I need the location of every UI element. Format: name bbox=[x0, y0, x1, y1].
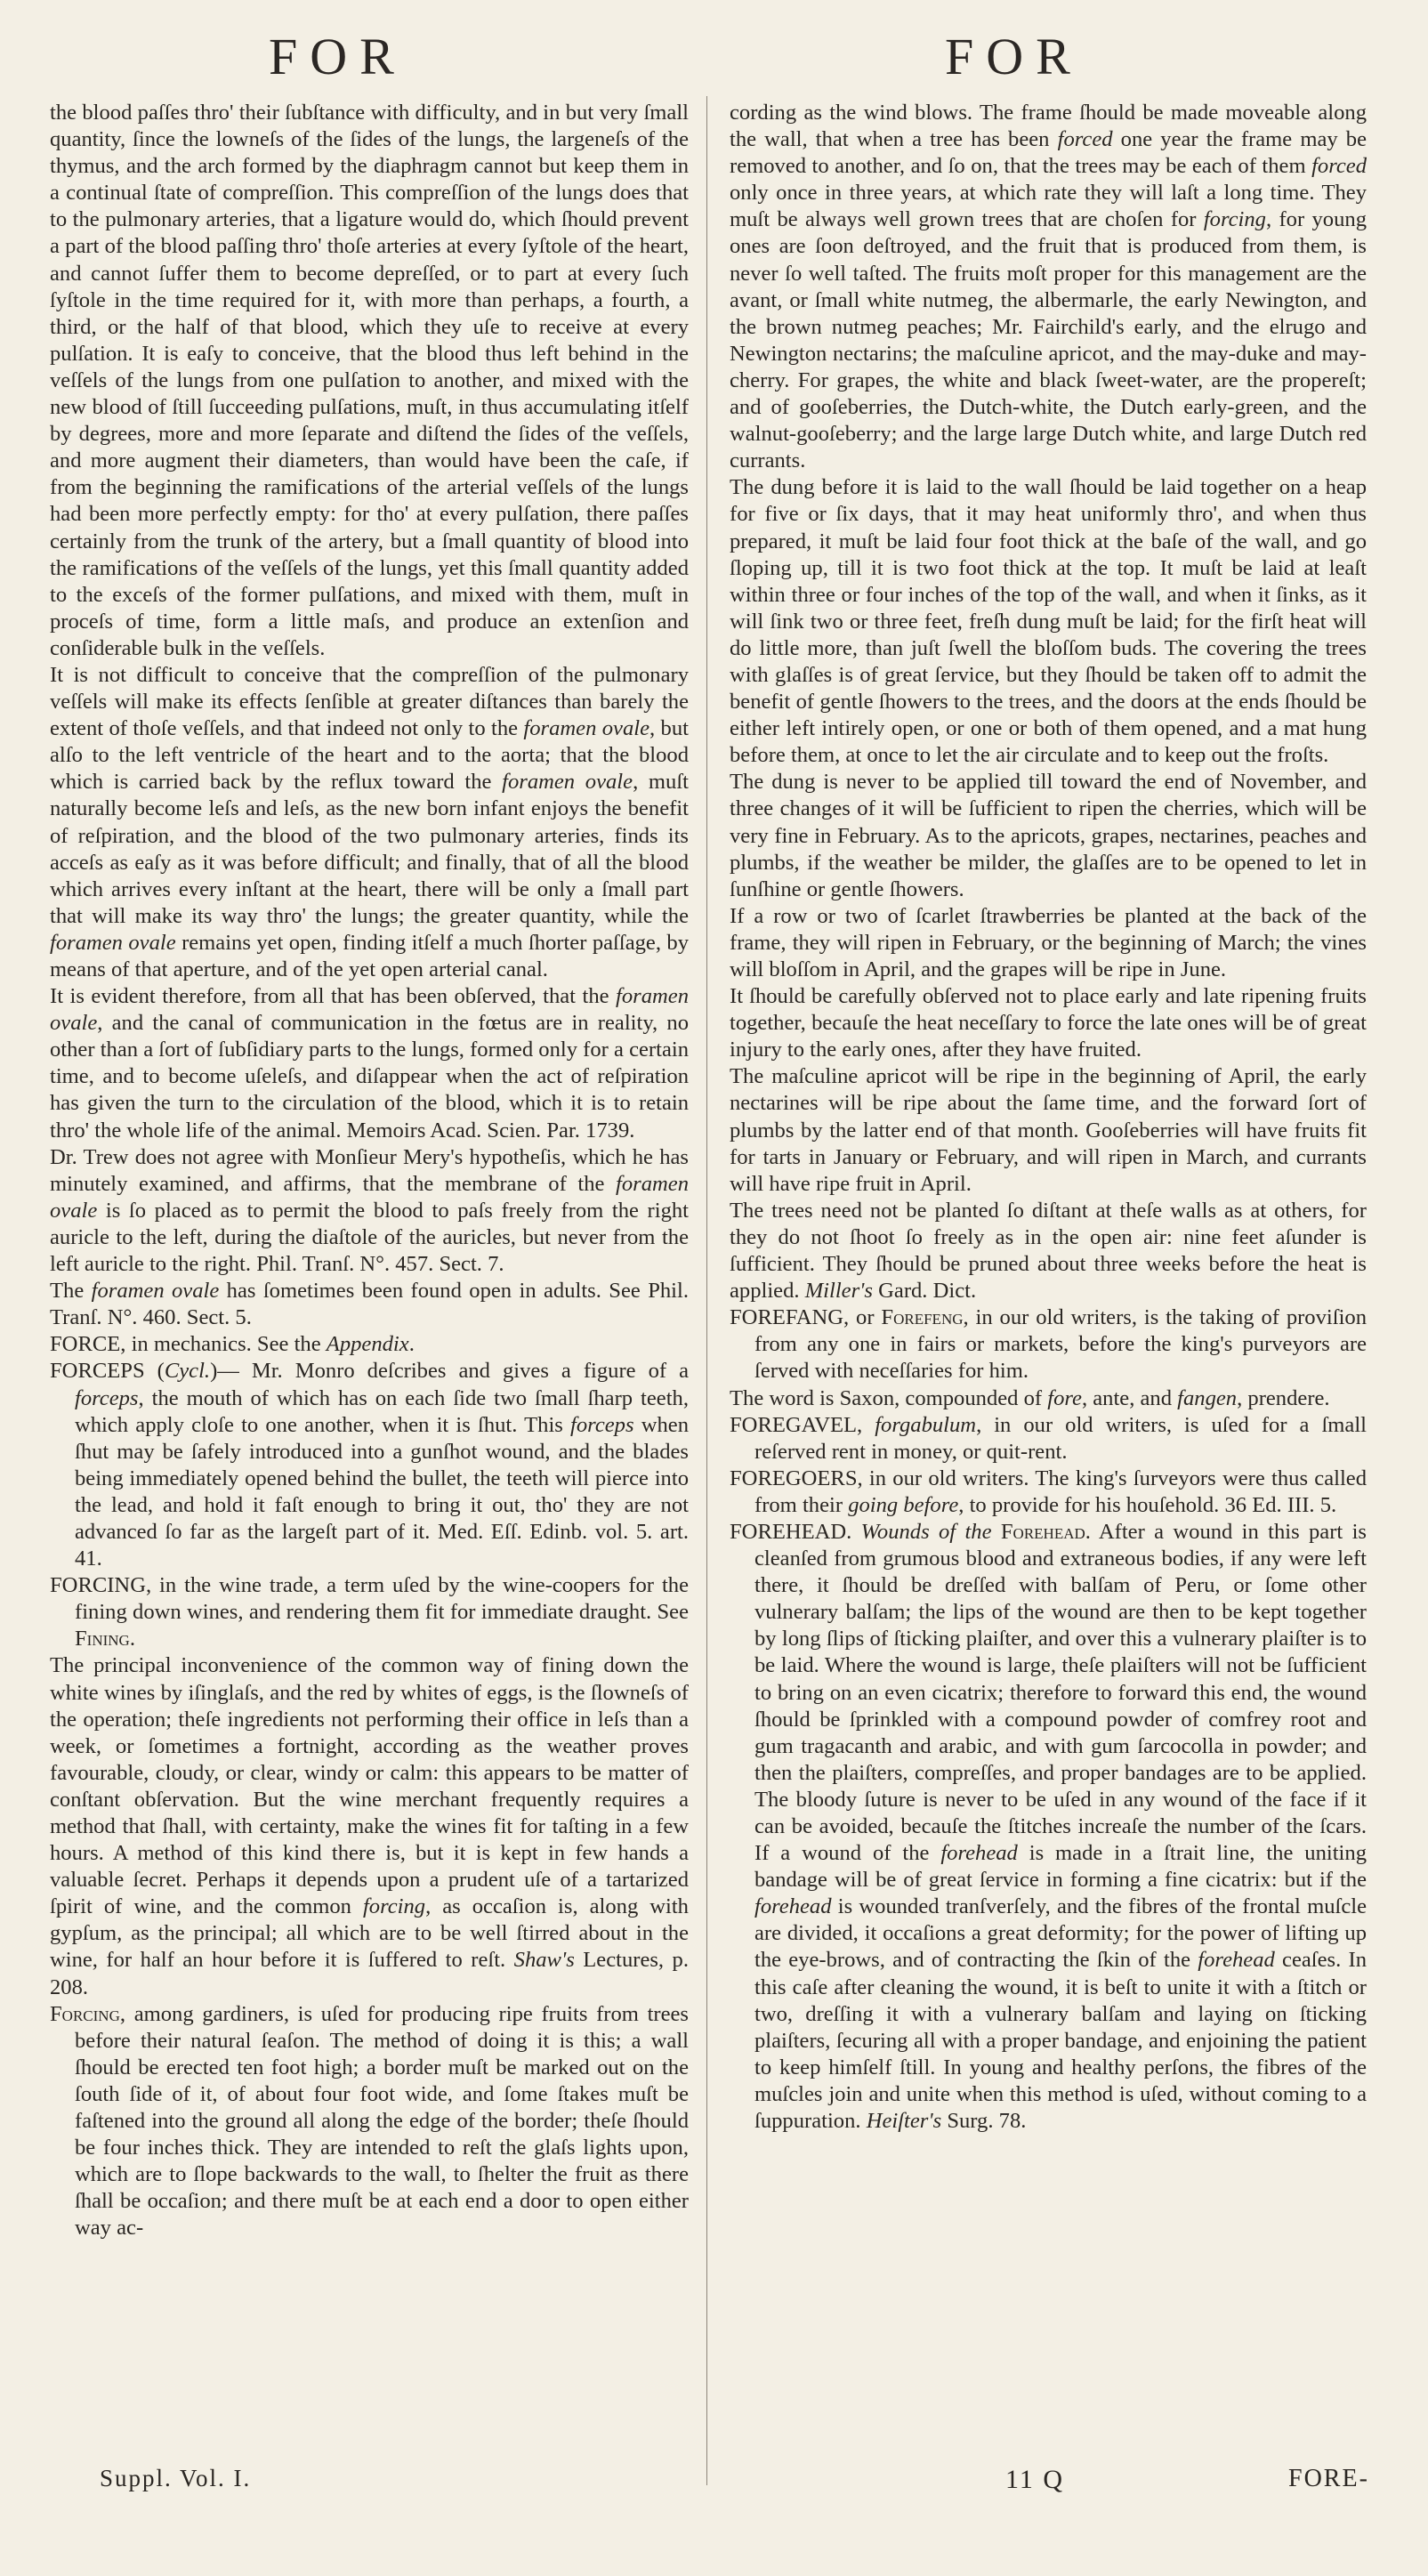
left-column bbox=[50, 100, 689, 2242]
dictionary-entry: Forcing, among gardiners, is uſed for producing ripe fruits from trees before their natural ſeaſon. The method of doing it is this; a wall ſhould be erected ten foot high; a border muſt be marked out on the ſouth ſide of it, of about four foot wide, and ſome ſtakes muſt be faſtened into the ground all along the edge of the border; theſe ſhould be four inches thick. They are intended to reſt the glaſs lights upon, which are to ſlope backwards to the wall, to ſhelter the fruit as there ſhall be occaſion; and there muſt be at each end a door to open either way ac- bbox=[50, 2001, 689, 2241]
paragraph: The principal inconvenience of the common way of fining down the white wines by iſinglaſs, and the red by whites of eggs, is the ſlowneſs of the operation; theſe ingredients not performing their office in leſs than a week, or ſometimes a fortnight, according as the weather proves favourable, cloudy, or clear, windy or calm: this appears to be matter of conſtant obſervation. But the wine merchant frequently requires a method that ſhall, with certainty, make the wines fit for taſting in a few hours. A method of this kind there is, but it is kept in few hands a valuable ſecret. Perhaps it depends upon a prudent uſe of a tartarized ſpirit of wine, and the common forcing, as occaſion is, along with gypſum, as the principal; all which are to be well ſtirred about in the wine, for half an hour before it is ſuffered to reſt. Shaw's Lectures, p. 208. bbox=[50, 1653, 689, 1999]
running-head-left: FOR bbox=[269, 28, 407, 85]
paragraph: The trees need not be planted ſo diſtant at theſe walls as at others, for they do not ſhoot ſo freely as in the open air: nine feet aſunder is ſufficient. They ſhould be pruned about three weeks before the heat is applied. Miller's Gard. Dict. bbox=[730, 1198, 1367, 1304]
paragraph: the blood paſſes thro' their ſubſtance with difficulty, and in but very ſmall quantity, ſince the lowneſs of the ſides of the lungs, the largeneſs of the thymus, and the arch formed by the diaphragm cannot but keep them in a continual ſtate of compreſſion. This compreſſion of the lungs does that to the pulmonary arteries, that a ligature would do, which ſhould prevent a part of the blood paſſing thro' thoſe arteries at every ſyſtole of the heart, and cannot ſuffer them to become depreſſed, or to part at every ſuch ſyſtole in the time required for it, with more than perhaps, a fourth, a third, or the half of that blood, which they uſe to receive at every pulſation. It is eaſy to conceive, that the blood thus left behind in the veſſels of the lungs from one pulſation to another, and mixed with the new blood of ſtill ſucceeding pulſations, muſt, in thus accumulating itſelf by degrees, more and more ſeparate and diſtend the ſides of the veſſels, and more augment their diameters, than would have been the caſe, if from the beginning the ramifications of the arterial veſſels of the lungs had been more perfectly empty: for tho' at every pulſation, there paſſes certainly from the trunk of the artery, but a ſmall quantity of blood into the ramifications of the veſſels of the lungs, yet this ſmall quantity added to the exceſs of the former pulſations, and mixed with them, muſt in proceſs of time, form a little maſs, and produce an extenſion and conſiderable bulk in the veſſels. bbox=[50, 101, 689, 660]
dictionary-entry: FORCE, in mechanics. See the Appendix. bbox=[50, 1332, 415, 1357]
gathering-mark: 11 Q bbox=[1005, 2465, 1065, 2494]
paragraph: The dung before it is laid to the wall ſhould be laid together on a heap for five or ſix days, that it may heat uniformly thro', and when thus prepared, it muſt be laid four foot thick at the baſe of the wall, and go ſloping up, till it is two foot thick at the top. It muſt be laid at leaſt within three or four inches of the top of the wall, and when it ſinks, as it will ſink two or three feet, freſh dung muſt be laid; for the firſt heat will do little more, than juſt ſwell the bloſſom buds. The covering the trees with glaſſes is of great ſervice, but they ſhould be taken off to admit the benefit of gentle ſhowers to the trees, and the doors at the ends ſhould be either left intirely open, or one or both of them opened, and a mat hung before them, at once to let the air circulate and to keep out the froſts. bbox=[730, 475, 1367, 768]
paragraph: The word is Saxon, compounded of fore, ante, and fangen, prendere. bbox=[730, 1385, 1330, 1410]
signature-mark: Suppl. Vol. I. bbox=[100, 2465, 252, 2491]
dictionary-entry: FORCEPS (Cycl.)— Mr. Monro deſcribes and gives a figure of a forceps, the mouth of which has on each ſide two ſmall ſharp teeth, which apply cloſe to one another, when it is ſhut. This forceps when ſhut may be ſafely introduced into a gunſhot wound, and the blades being immediately opened behind the bullet, the teeth will pierce into the lead, and hold it faſt enough to bring it out, tho' they are not advanced ſo far as the largeſt part of it. Med. Eſſ. Edinb. vol. 5. art. 41. bbox=[50, 1359, 690, 1571]
paragraph: The maſculine apricot will be ripe in the beginning of April, the early nectarines will be ripe about the ſame time, and the forward ſort of plumbs by the latter end of that month. Gooſeberries will have fruits fit for tarts in January or February, and will ripen in March, and currants will have ripe fruit in April. bbox=[730, 1064, 1367, 1196]
catchword: FORE- bbox=[1288, 2465, 1369, 2492]
dictionary-entry: FOREGAVEL, forgabulum, in our old writers, is uſed for a ſmall reſerved rent in money, or quit-rent. bbox=[730, 1412, 1367, 1464]
paragraph: It is evident therefore, from all that has been obſerved, that the foramen ovale, and the canal of communication in the fœtus are in reality, no other than a ſort of ſubſidiary parts to the lungs, formed only for a certain time, and to become uſeleſs, and diſappear when the act of reſpiration has given the turn to the circulation of the blood, which it is to retain thro' the whole life of the animal. Memoirs Acad. Scien. Par. 1739. bbox=[50, 984, 689, 1143]
column-rule bbox=[706, 96, 707, 2485]
dictionary-entry: FOREHEAD. Wounds of the Forehead. After a wound in this part is cleanſed from grumous blood and extraneous bodies, if any were left there, it ſhould be dreſſed with balſam of Peru, or ſome other vulnerary balſam; the lips of the wound are then to be kept together by long ſlips of ſticking plaiſter, and over this a vulnerary plaiſter is to be laid. Where the wound is large, theſe plaiſters will not be ſufficient to bring on an even cicatrix; therefore to forward this end, the wound ſhould be ſprinkled with a compound powder of comfrey root and gum tragacanth and arabic, and with gum ſarcocolla in powder; and then the plaiſters, compreſſes, and proper bandages are to be applied. The bloody ſuture is never to be uſed in any wound of the face if it can be avoided, becauſe the ſtitches increaſe the number of the ſcars. If a wound of the forehead is made in a ſtrait line, the uniting bandage will be of great ſervice in forming a fine cicatrix: but if the forehead is wounded tranſverſely, and the fibres of the frontal muſcle are divided, it occaſions a great deformity; for the power of lifting up the eye-brows, and of contracting the ſkin of the forehead ceaſes. In this caſe after cleaning the wound, it is beſt to unite it with a ſtitch or two, dreſſing it with a vulnerary balſam and laying on ſticking plaiſters, ſecuring all with a proper bandage, and enjoining the patient to keep himſelf ſtill. In young and healthy perſons, the fibres of the muſcles join and unite when this method is uſed, without coming to a ſuppuration. Heiſter's Surg. 78. bbox=[730, 1519, 1367, 2134]
running-head-right: FOR bbox=[945, 28, 1083, 85]
right-column bbox=[730, 100, 1367, 2135]
paragraph: cording as the wind blows. The frame ſhould be made moveable along the wall, that when a tree has been forced one year the frame may be removed to another, and ſo on, that the trees may be each of them forced only once in three years, at which rate they will laſt a long time. They muſt be always well grown trees that are choſen for forcing, for young ones are ſoon deſtroyed, and the fruit that is produced from them, is never ſo well taſted. The fruits moſt proper for this management are the avant, or ſmall white nutmeg, the albermarle, the early Newington, and the brown nutmeg peaches; Mr. Fairchild's early, and the elrugo and Newington nectarins; the maſculine apricot, and the may-duke and may-cherry. For grapes, the white and black ſweet-water, are the propereſt; and of gooſeberries, the Dutch-white, the Dutch early-green, and the walnut-gooſeberry; and the large large Dutch white, and large Dutch red currants. bbox=[730, 101, 1367, 473]
paragraph: The dung is never to be applied till toward the end of November, and three changes of it will be ſufficient to ripen the cherries, which will be very fine in February. As to the apricots, grapes, nectarines, peaches and plumbs, if the weather be milder, the glaſſes are to be opened to let in ſunſhine or gentle ſhowers. bbox=[730, 770, 1367, 901]
dictionary-entry: FORCING, in the wine trade, a term uſed by the wine-coopers for the fining down wines, and rendering them fit for immediate draught. See Fining. bbox=[50, 1573, 689, 1651]
dictionary-entry: FOREFANG, or Forefeng, in our old writers, is the taking of proviſion from any one in fairs or markets, before the king's purveyors are ſerved with neceſſaries for him. bbox=[730, 1305, 1367, 1384]
paragraph: Dr. Trew does not agree with Monſieur Mery's hypotheſis, which he has minutely examined, and affirms, that the membrane of the foramen ovale is ſo placed as to permit the blood to paſs freely from the right auricle to the left, during the diaſtole of the auricles, but never from the left auricle to the right. Phil. Tranſ. N°. 457. Sect. 7. bbox=[50, 1144, 689, 1277]
paragraph: The foramen ovale has ſometimes been found open in adults. See Phil. Tranſ. N°. 460. Sect. 5. bbox=[50, 1279, 689, 1330]
paragraph: It is not difficult to conceive that the compreſſion of the pulmonary veſſels will make its effects ſenſible at greater diſtances than barely the extent of thoſe veſſels, and that indeed not only to the foramen ovale, but alſo to the left ventricle of the heart and to the aorta; that the blood which is carried back by the reflux toward the foramen ovale, muſt naturally become leſs and leſs, as the new born infant enjoys the benefit of reſpiration, and the blood of the two pulmonary arteries, finds its acceſs as eaſy as it was before difficult; and finally, that of all the blood which arrives every inſtant at the heart, there will be only a ſmall part that will make its way thro' the lungs; the greater quantity, while the foramen ovale remains yet open, finding itſelf a much ſhorter paſſage, by means of that aperture, and of the yet open arterial canal. bbox=[50, 662, 689, 981]
paragraph: It ſhould be carefully obſerved not to place early and late ripening fruits together, becauſe the heat neceſſary to force the late ones will be of great injury to the early ones, after they have fruited. bbox=[730, 984, 1367, 1062]
paragraph: If a row or two of ſcarlet ſtrawberries be planted at the back of the frame, they will ripen in February, or the beginning of March; the vines will bloſſom in April, and the grapes will be ripe in June. bbox=[730, 903, 1367, 981]
dictionary-entry: FOREGOERS, in our old writers. The king's ſurveyors were thus called from their going before, to provide for his houſehold. 36 Ed. III. 5. bbox=[730, 1466, 1367, 1517]
